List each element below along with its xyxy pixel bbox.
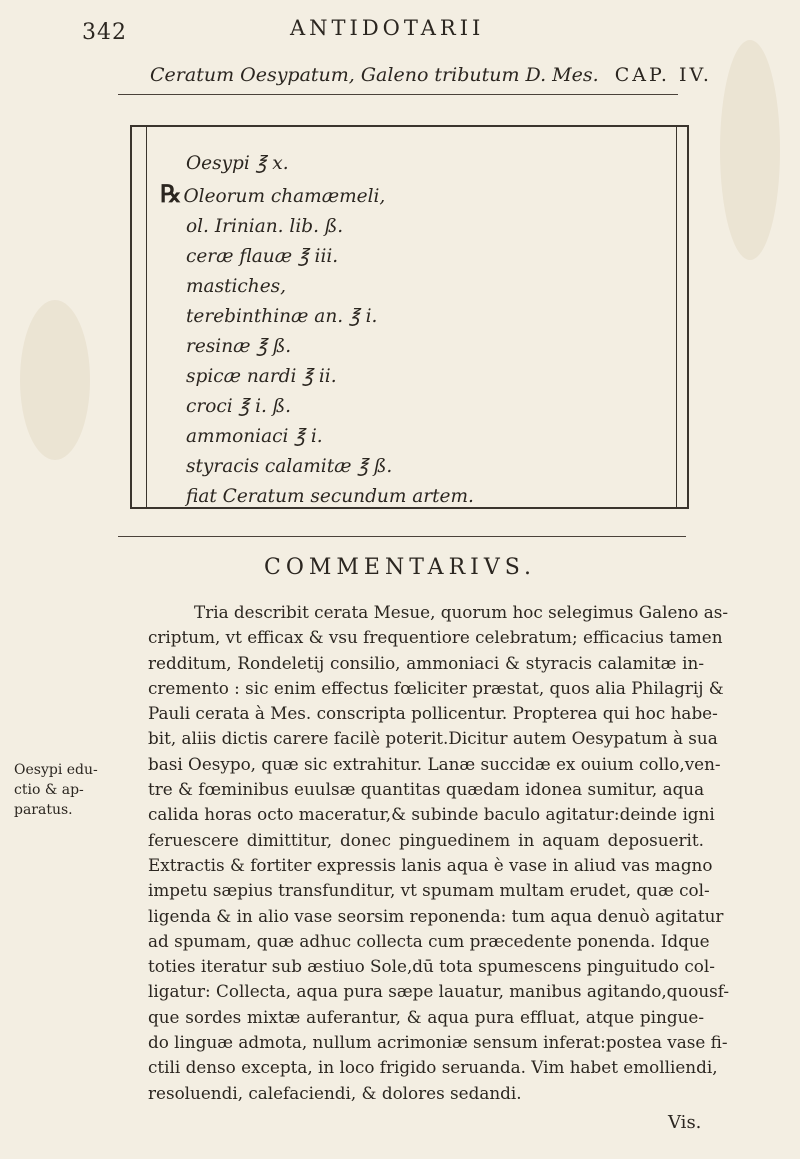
recipe-line-text: terebinthinæ an. ℥ i. xyxy=(186,306,378,327)
commentary-line: cremento : sic enim effectus fœliciter præstat, quos alia Philagrij & xyxy=(148,677,724,698)
margin-note: Oesypi edu-ctio & ap-paratus. xyxy=(14,762,98,818)
recipe-line xyxy=(160,362,474,392)
chapter-number: CAP. IV. xyxy=(614,64,712,86)
commentary-line: basi Oesypo, quæ sic extrahitur. Lanæ succidæ ex ouium collo,ven- xyxy=(148,753,721,774)
recipe-box xyxy=(130,125,689,509)
commentary-line: redditum, Rondeletij consilio, ammoniaci & styracis calamitæ in- xyxy=(148,652,704,673)
commentary-line: do linguæ admota, nullum acrimoniæ sensum inferat:postea vase fi- xyxy=(148,1032,728,1053)
recipe-line-text: croci ℥ i. ß. xyxy=(186,396,291,417)
commentary-line: feruescere dimittitur, donec pinguedinem in aquam deposuerit. xyxy=(148,829,704,850)
commentary-line: Pauli cerata à Mes. conscripta pollicentur. Propterea qui hoc habe- xyxy=(148,703,718,724)
recipe-line-text: ammoniaci ℥ i. xyxy=(186,426,323,447)
paper-stain xyxy=(20,300,90,460)
recipe-line xyxy=(160,179,474,212)
recipe-line-text: fiat Ceratum secundum artem. xyxy=(186,486,474,507)
top-rule xyxy=(118,94,678,95)
commentary-line: tre & fœminibus euulsæ quantitas quædam idonea sumitur, aqua xyxy=(148,779,705,800)
commentary-line: ad spumam, quæ adhuc collecta cum præcedente ponenda. Idque xyxy=(148,930,710,951)
commentary-line: impetu sæpius transfunditur, vt spumam multam erudet, quæ col- xyxy=(148,880,710,901)
commentary-line: ctili denso excepta, in loco frigido seruanda. Vim habet emolliendi, xyxy=(148,1057,718,1078)
commentary-line: bit, aliis dictis carere facilè poterit.Dicitur autem Oesypatum à sua xyxy=(148,728,718,749)
recipe-line xyxy=(160,149,474,179)
bottom-rule xyxy=(118,536,686,537)
commentary-line: que sordes mixtæ auferantur, & aqua pura effluat, atque pingue- xyxy=(148,1006,704,1027)
commentary-line: calida horas octo maceratur,& subinde baculo agitatur:deinde igni xyxy=(148,804,715,825)
box-right-border xyxy=(676,127,677,507)
recipe-line xyxy=(160,422,474,452)
recipe-line-text: Oleorum chamæmeli, xyxy=(183,186,386,207)
commentary-text xyxy=(148,600,730,1106)
commentary-line: ligatur: Collecta, aqua pura sæpe lauatur, manibus agitando,quousf- xyxy=(148,981,730,1002)
recipe-symbol-icon: ℞ xyxy=(160,179,182,208)
commentary-line: criptum, vt efficax & vsu frequentiore celebratum; efficacius tamen xyxy=(148,627,723,648)
recipe-line-text: resinæ ℥ ß. xyxy=(186,336,292,357)
recipe-line-text: styracis calamitæ ℥ ß. xyxy=(186,456,393,477)
running-title: ANTIDOTARII xyxy=(290,16,485,40)
catchword: Vis. xyxy=(668,1112,702,1133)
recipe-line-text: Oesypi ℥ x. xyxy=(186,153,289,174)
recipe-line xyxy=(160,482,474,512)
chapter-subtitle xyxy=(150,64,712,86)
recipe-line xyxy=(160,392,474,422)
commentary-line: Extractis & fortiter expressis lanis aqua è vase in aliud vas magno xyxy=(148,854,713,875)
commentary-line: Tria describit cerata Mesue, quorum hoc selegimus Galeno as- xyxy=(194,602,728,622)
recipe-line-text: ol. Irinian. lib. ß. xyxy=(186,216,344,237)
recipe-line xyxy=(160,452,474,482)
recipe-line xyxy=(160,302,474,332)
subtitle-text: Ceratum Oesypatum, Galeno tributum D. Mes. xyxy=(150,64,599,86)
recipe-line xyxy=(160,212,474,242)
recipe-line xyxy=(160,242,474,272)
commentary-line: ligenda & in alio vase seorsim reponenda: tum aqua denuò agitatur xyxy=(148,905,724,926)
recipe-line-text: ceræ flauæ ℥ iii. xyxy=(186,246,339,267)
recipe-line xyxy=(160,272,474,302)
recipe-line-text: spicæ nardi ℥ ii. xyxy=(186,366,337,387)
commentary-line: resoluendi, calefaciendi, & dolores sedandi. xyxy=(148,1082,522,1103)
commentary-heading: COMMENTARIVS. xyxy=(263,555,536,580)
recipe-line xyxy=(160,332,474,362)
recipe-list xyxy=(160,149,474,512)
paper-stain xyxy=(720,40,780,260)
page-number: 342 xyxy=(82,20,127,45)
recipe-line-text: mastiches, xyxy=(186,276,287,297)
commentary-line: toties iteratur sub æstiuo Sole,dū tota spumescens pinguitudo col- xyxy=(148,956,715,977)
box-inner-border xyxy=(146,127,147,507)
